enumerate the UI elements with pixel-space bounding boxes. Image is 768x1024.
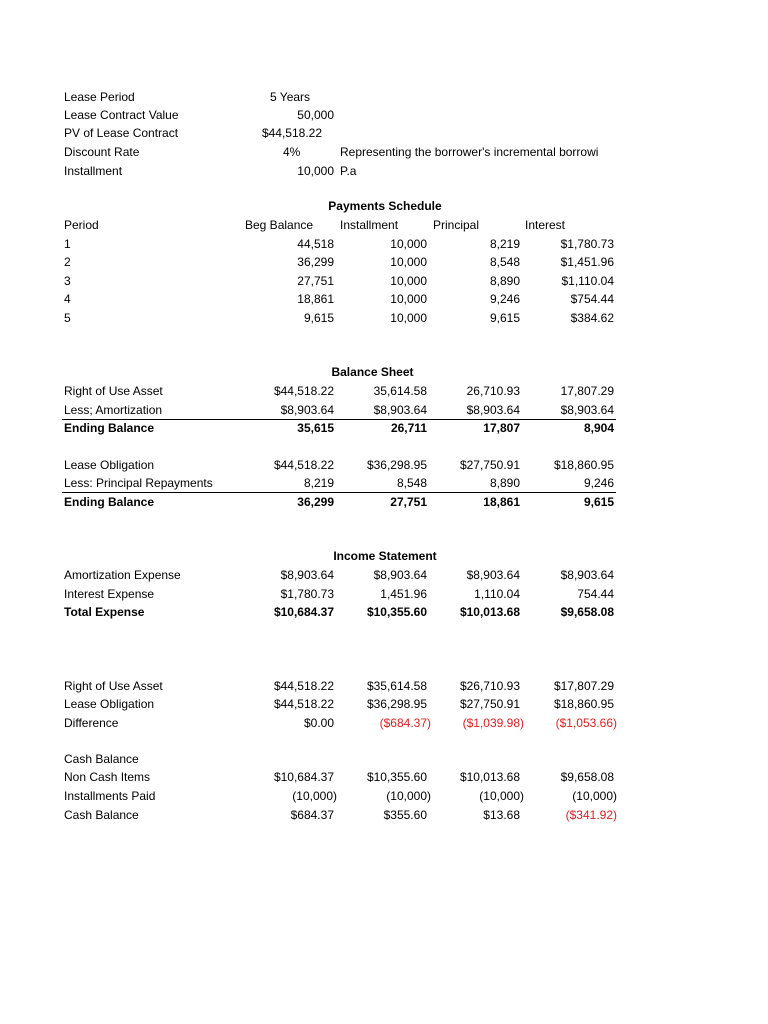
interest-expense-value: 1,110.04: [474, 587, 520, 601]
header-principal: Principal: [433, 218, 480, 232]
compare-obligation-value: $18,860.95: [553, 697, 614, 711]
schedule-interest: $1,780.73: [560, 237, 614, 251]
header-interest: Interest: [525, 218, 566, 232]
amortization-value: $8,903.64: [280, 403, 334, 417]
discount-label: Discount Rate: [64, 145, 140, 159]
compare-obligation-value: $27,750.91: [459, 697, 520, 711]
interest-expense-value: 754.44: [577, 587, 614, 601]
obligation-underline: [62, 492, 616, 493]
noncash-items-label: Non Cash Items: [64, 770, 151, 784]
schedule-installment: 10,000: [390, 292, 427, 306]
compare-obligation-value: $36,298.95: [366, 697, 427, 711]
installments-paid-value: (10,000): [292, 789, 337, 803]
compare-rou-value: $17,807.29: [553, 679, 614, 693]
schedule-installment: 10,000: [390, 237, 427, 251]
total-expense-label: Total Expense: [64, 605, 145, 619]
amortization-expense-value: $8,903.64: [466, 568, 520, 582]
schedule-period: 5: [64, 311, 71, 325]
header-installment: Installment: [340, 218, 399, 232]
compare-obligation-value: $44,518.22: [273, 697, 334, 711]
obligation-value: $36,298.95: [366, 458, 427, 472]
schedule-principal: 8,548: [489, 255, 520, 269]
obligation-value: $18,860.95: [553, 458, 614, 472]
rou-underline: [62, 419, 616, 420]
noncash-items-value: $10,013.68: [459, 770, 520, 784]
compare-rou-value: $44,518.22: [273, 679, 334, 693]
lease-period-value: 5 Years: [270, 90, 311, 104]
difference-value-negative: ($684.37): [379, 716, 431, 730]
rou-ending-value: 8,904: [583, 421, 614, 435]
compare-rou-label: Right of Use Asset: [64, 679, 163, 693]
cash-balance-label: Cash Balance: [64, 808, 139, 822]
schedule-interest: $1,110.04: [561, 274, 614, 288]
noncash-items-value: $10,355.60: [366, 770, 427, 784]
obligation-ending-label: Ending Balance: [64, 495, 155, 509]
rou-ending-value: 26,711: [390, 421, 427, 435]
total-expense-value: $10,013.68: [459, 605, 520, 619]
installment-label: Installment: [64, 164, 123, 178]
installment-value: 10,000: [297, 164, 334, 178]
schedule-installment: 10,000: [390, 274, 427, 288]
difference-value-negative: ($1,039.98): [462, 716, 524, 730]
schedule-interest: $384.62: [570, 311, 614, 325]
lease-period-label: Lease Period: [64, 90, 135, 104]
schedule-interest: $754.44: [570, 292, 614, 306]
total-expense-value: $9,658.08: [560, 605, 614, 619]
rou-label: Right of Use Asset: [64, 384, 163, 398]
balance-sheet-title: Balance Sheet: [331, 365, 414, 379]
compare-rou-value: $26,710.93: [459, 679, 520, 693]
schedule-principal: 8,890: [489, 274, 520, 288]
amortization-value: $8,903.64: [373, 403, 427, 417]
schedule-beg-balance: 27,751: [297, 274, 334, 288]
rou-ending-value: 17,807: [483, 421, 520, 435]
principal-repayment-value: 8,890: [489, 476, 520, 490]
header-beg-balance: Beg Balance: [245, 218, 314, 232]
discount-value: 4%: [283, 145, 301, 159]
installments-paid-value: (10,000): [386, 789, 431, 803]
principal-repayment-value: 8,548: [396, 476, 427, 490]
contract-value: 50,000: [297, 108, 334, 122]
principal-repayment-value: 8,219: [303, 476, 334, 490]
schedule-beg-balance: 9,615: [303, 311, 334, 325]
amortization-expense-value: $8,903.64: [280, 568, 334, 582]
schedule-period: 2: [64, 255, 71, 269]
schedule-principal: 9,246: [489, 292, 520, 306]
interest-expense-value: 1,451.96: [380, 587, 427, 601]
interest-expense-value: $1,780.73: [280, 587, 334, 601]
obligation-ending-value: 27,751: [390, 495, 427, 509]
total-expense-value: $10,355.60: [366, 605, 427, 619]
rou-value: $44,518.22: [273, 384, 334, 398]
obligation-label: Lease Obligation: [64, 458, 155, 472]
total-expense-value: $10,684.37: [273, 605, 334, 619]
rou-value: 17,807.29: [560, 384, 614, 398]
income-statement-title: Income Statement: [333, 549, 437, 563]
noncash-items-value: $10,684.37: [273, 770, 334, 784]
interest-expense-label: Interest Expense: [64, 587, 155, 601]
obligation-value: $44,518.22: [273, 458, 334, 472]
payments-title: Payments Schedule: [328, 199, 442, 213]
rou-ending-value: 35,615: [297, 421, 334, 435]
pv-value: $44,518.22: [261, 126, 322, 140]
amortization-expense-label: Amortization Expense: [64, 568, 181, 582]
compare-rou-value: $35,614.58: [366, 679, 427, 693]
schedule-installment: 10,000: [390, 311, 427, 325]
schedule-period: 3: [64, 274, 71, 288]
installment-unit: P.a: [340, 164, 357, 178]
amortization-value: $8,903.64: [560, 403, 614, 417]
cash-balance-value: $684.37: [290, 808, 334, 822]
installments-paid-value: (10,000): [572, 789, 617, 803]
header-period: Period: [64, 218, 99, 232]
compare-obligation-label: Lease Obligation: [64, 697, 155, 711]
schedule-beg-balance: 18,861: [297, 292, 334, 306]
difference-value-negative: ($1,053.66): [555, 716, 617, 730]
schedule-installment: 10,000: [390, 255, 427, 269]
principal-repayments-label: Less: Principal Repayments: [64, 476, 213, 490]
amortization-value: $8,903.64: [466, 403, 520, 417]
cash-balance-value-negative: ($341.92): [565, 808, 617, 822]
amortization-label: Less; Amortization: [64, 403, 163, 417]
schedule-principal: 8,219: [489, 237, 520, 251]
obligation-ending-value: 18,861: [483, 495, 520, 509]
obligation-ending-value: 9,615: [583, 495, 614, 509]
schedule-period: 4: [64, 292, 71, 306]
cash-balance-value: $355.60: [383, 808, 427, 822]
amortization-expense-value: $8,903.64: [373, 568, 427, 582]
schedule-interest: $1,451.96: [560, 255, 614, 269]
noncash-items-value: $9,658.08: [560, 770, 614, 784]
contract-value-label: Lease Contract Value: [64, 108, 179, 122]
rou-ending-label: Ending Balance: [64, 421, 155, 435]
schedule-beg-balance: 44,518: [297, 237, 334, 251]
cash-balance-value: $13.68: [483, 808, 520, 822]
installments-paid-value: (10,000): [479, 789, 524, 803]
rou-value: 26,710.93: [466, 384, 520, 398]
cash-balance-heading: Cash Balance: [64, 752, 139, 766]
schedule-beg-balance: 36,299: [297, 255, 334, 269]
discount-note: Representing the borrower's incremental borrowi: [340, 145, 599, 159]
installments-paid-label: Installments Paid: [64, 789, 156, 803]
obligation-ending-value: 36,299: [297, 495, 334, 509]
rou-value: 35,614.58: [373, 384, 427, 398]
obligation-value: $27,750.91: [459, 458, 520, 472]
schedule-period: 1: [64, 237, 71, 251]
pv-label: PV of Lease Contract: [64, 126, 179, 140]
difference-value: $0.00: [303, 716, 334, 730]
amortization-expense-value: $8,903.64: [560, 568, 614, 582]
difference-label: Difference: [64, 716, 119, 730]
principal-repayment-value: 9,246: [583, 476, 614, 490]
schedule-principal: 9,615: [489, 311, 520, 325]
